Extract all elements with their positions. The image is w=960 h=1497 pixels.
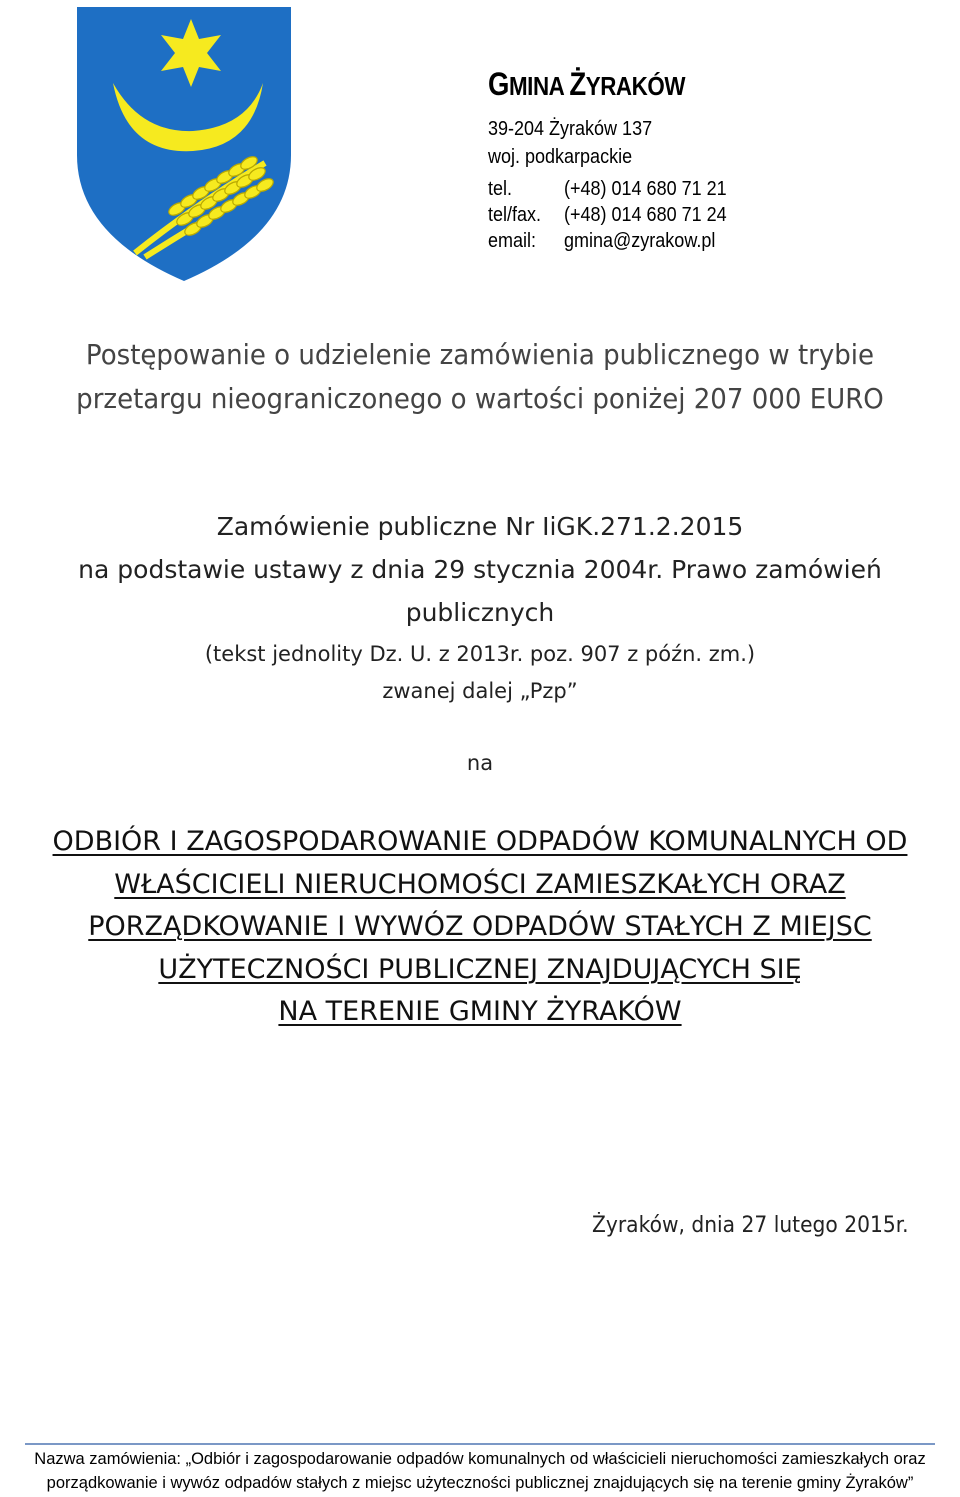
- address-street: 39-204 Żyraków 137: [488, 118, 653, 140]
- legal-basis-line1: na podstawie ustawy z dnia 29 stycznia 2004r. Prawo zamówień: [78, 555, 882, 584]
- pzp-definition: zwanej dalej „Pzp”: [382, 679, 578, 703]
- contact-label: tel.: [488, 178, 513, 200]
- subject-line: NA TERENIE GMINY ŻYRAKÓW: [278, 996, 682, 1027]
- na-connector: na: [466, 751, 494, 775]
- order-number: Zamówienie publiczne Nr IiGK.271.2.2015: [216, 512, 744, 541]
- footer-divider: [25, 1443, 935, 1445]
- subject-line: WŁAŚCICIELI NIERUCHOMOŚCI ZAMIESZKAŁYCH ORAZ: [114, 869, 846, 900]
- coat-of-arms-logo: [75, 5, 293, 283]
- contact-label: tel/fax.: [488, 204, 542, 226]
- footer-order-name-line1: Nazwa zamówienia: „Odbiór i zagospodarowanie odpadów komunalnych od właścicieli nieruchomości zamieszkałych oraz: [34, 1450, 926, 1468]
- contact-value: (+48) 014 680 71 21: [564, 178, 727, 200]
- legal-basis-line2: publicznych: [405, 598, 555, 627]
- contact-value: (+48) 014 680 71 24: [564, 204, 727, 226]
- subject-line: ODBIÓR I ZAGOSPODAROWANIE ODPADÓW KOMUNALNYCH OD: [52, 826, 908, 857]
- subject-line: PORZĄDKOWANIE I WYWÓZ ODPADÓW STAŁYCH Z MIEJSC: [88, 911, 872, 942]
- subject-line: UŻYTECZNOŚCI PUBLICZNEJ ZNAJDUJĄCYCH SIĘ: [158, 954, 802, 985]
- address-region: woj. podkarpackie: [488, 146, 633, 168]
- footer-order-name-line2: porządkowanie i wywóz odpadów stałych z miejsc użyteczności publicznej znajdujących się na terenie gminy Żyraków”: [46, 1474, 914, 1492]
- legal-text-reference: (tekst jednolity Dz. U. z 2013r. poz. 907 z późn. zm.): [204, 642, 756, 666]
- procedure-title-line1: Postępowanie o udzielenie zamówienia publicznego w trybie: [85, 338, 875, 371]
- gmina-title: GMINA ŻYRAKÓW: [488, 66, 686, 102]
- contact-label: email:: [488, 230, 537, 252]
- document-date: Żyraków, dnia 27 lutego 2015r.: [592, 1213, 909, 1238]
- procedure-title-line2: przetargu nieograniczonego o wartości poniżej 207 000 EURO: [76, 382, 884, 415]
- contact-value: gmina@zyrakow.pl: [564, 230, 716, 252]
